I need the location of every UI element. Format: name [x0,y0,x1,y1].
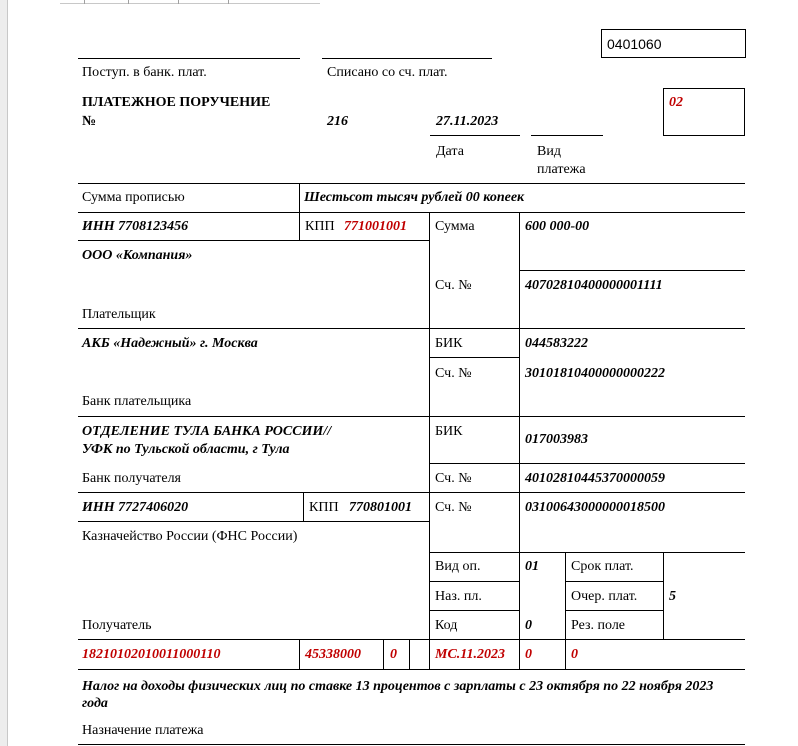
date-line [430,135,520,136]
payer-kpp: 771001001 [344,219,407,234]
number-sign: № [82,114,97,129]
amount-words-label: Сумма прописью [82,190,185,205]
payee-kpp-label: КПП [309,500,339,515]
document-title: ПЛАТЕЖНОЕ ПОРУЧЕНИЕ [82,95,271,110]
priority-value: 5 [669,589,676,604]
payer-bank-label: Банк плательщика [82,394,192,409]
payee-bank-bik-label: БИК [435,424,463,439]
date-label: Дата [436,144,464,159]
reserved-label: Рез. поле [571,618,626,633]
payee-inn: ИНН 7727406020 [82,500,189,515]
tax-kbk: 18210102010011000110 [82,647,221,662]
payer-name: ООО «Компания» [82,248,193,263]
tax-period: МС.11.2023 [435,647,506,662]
code-label: Код [435,618,458,633]
amount-words: Шестьсот тысяч рублей 00 копеек [304,190,525,205]
purpose-text: Налог на доходы физических лиц по ставке 13 процентов с зарплаты с 23 октября по 22 ноября 2023 года [82,679,714,711]
debited-line [322,58,492,59]
payer-bank-bik: 044583222 [525,336,588,351]
payee-bank-account-label: Сч. № [435,471,472,486]
payer-inn: ИНН 7708123456 [82,219,189,234]
op-type: 01 [525,559,539,574]
payer-kpp-label: КПП [305,219,335,234]
page-edge-line [7,0,8,746]
payer-status: 02 [669,95,683,110]
payee-bank-name-1: ОТДЕЛЕНИЕ ТУЛА БАНКА РОССИИ// [82,424,332,439]
ruler [60,0,320,4]
payee-label: Получатель [82,618,152,633]
payer-bank-account-label: Сч. № [435,366,472,381]
priority-label: Очер. плат. [571,589,638,604]
tax-doc-date: 0 [571,647,578,662]
document-date: 27.11.2023 [436,114,499,129]
payer-bank-bik-label: БИК [435,336,463,351]
payee-kpp: 770801001 [349,500,412,515]
amount-value: 600 000-00 [525,219,590,234]
payment-type-line [531,135,603,136]
op-type-label: Вид оп. [435,559,481,574]
payee-account: 03100643000000018500 [525,500,665,515]
tax-basis: 0 [390,647,397,662]
amount-label: Сумма [435,219,475,234]
document-number: 216 [327,114,348,129]
tax-oktmo: 45338000 [305,647,361,662]
payee-bank-name-2: УФК по Тульской области, г Тула [82,442,290,457]
form-code: 0401060 [607,36,662,52]
payee-bank-label: Банк получателя [82,471,181,486]
purpose-label: Назначение платежа [82,723,204,738]
received-line [78,58,300,59]
payee-bank-bik: 017003983 [525,432,588,447]
payee-account-label: Сч. № [435,500,472,515]
payment-type-label: Вид [537,144,561,159]
due-date-label: Срок плат. [571,559,634,574]
payer-bank-corr-account: 30101810400000000222 [525,366,665,381]
tax-doc-number: 0 [525,647,532,662]
payer-account: 40702810400000001111 [525,278,663,293]
purpose-short-label: Наз. пл. [435,589,482,604]
code-value: 0 [525,618,532,633]
payee-name: Казначейство России (ФНС России) [82,529,298,544]
payee-bank-corr-account: 40102810445370000059 [525,471,665,486]
payer-label: Плательщик [82,307,156,322]
payment-type-label-2: платежа [537,162,586,177]
payer-bank-name: АКБ «Надежный» г. Москва [82,336,258,351]
debited-label: Списано со сч. плат. [327,65,448,80]
payer-account-label: Сч. № [435,278,472,293]
received-label: Поступ. в банк. плат. [82,65,207,80]
